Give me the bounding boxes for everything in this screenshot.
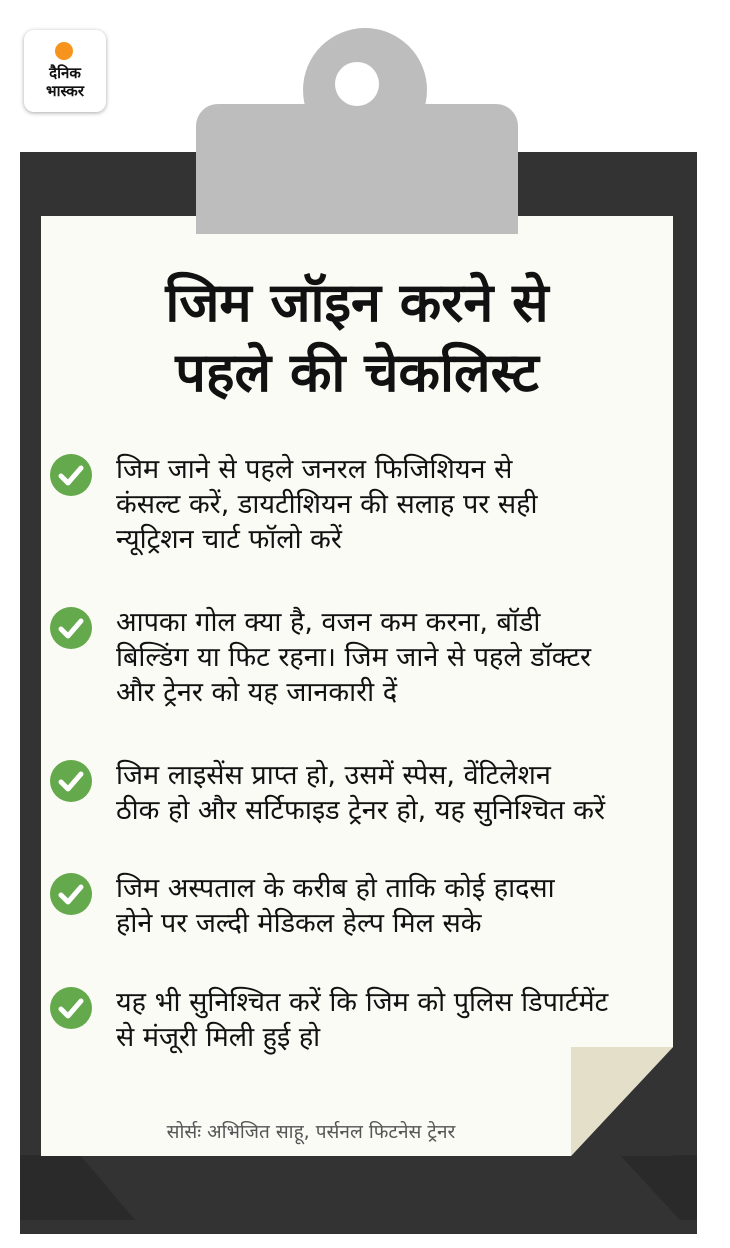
clip-hole [335,62,379,106]
source-credit: सोर्सः अभिजित साहू, पर्सनल फिटनेस ट्रेनर [166,1121,456,1143]
item-2-line-1: आपका गोल क्या है, वजन कम करना, बॉडी [116,607,541,638]
check-icon [50,760,92,802]
dainik-bhaskar-logo [24,30,106,112]
check-icon [50,454,92,496]
item-5-line-1: यह भी सुनिश्चित करें कि जिम को पुलिस डिपार्टमेंट [116,987,609,1018]
page-curl [571,1047,673,1156]
check-icon [50,873,92,915]
logo-line-1: दैनिक [49,64,81,82]
item-4-line-1: जिम अस्पताल के करीब हो ताकि कोई हादसा [116,873,555,904]
item-1-line-1: जिम जाने से पहले जनरल फिजिशियन से [116,454,513,485]
sun-icon [55,42,73,60]
title-line-2: पहले की चेकलिस्ट [175,341,539,404]
board-shadow [20,1155,697,1220]
item-3-line-2: ठीक हो और सर्टिफाइड ट्रेनर हो, यह सुनिश्चित करें [116,795,605,826]
item-1-line-3: न्यूट्रिशन चार्ट फॉलो करें [116,524,342,555]
title-line-1: जिम जॉइन करने से [165,271,549,334]
check-icon [50,987,92,1029]
logo-line-2: भास्कर [46,82,84,100]
item-3-line-1: जिम लाइसेंस प्राप्त हो, उसमें स्पेस, वेंटिलेशन [116,760,551,791]
clipboard-clip [196,104,518,234]
item-4-line-2: होने पर जल्दी मेडिकल हेल्प मिल सके [116,908,482,939]
item-1-line-2: कंसल्ट करें, डायटीशियन की सलाह पर सही [116,489,538,520]
item-2-line-3: और ट्रेनर को यह जानकारी दें [116,677,398,708]
checklist-title [41,268,673,408]
item-2-line-2: बिल्डिंग या फिट रहना। जिम जाने से पहले डॉक्टर [116,642,592,673]
item-5-line-2: से मंजूरी मिली हुई हो [116,1022,321,1053]
check-icon [50,607,92,649]
